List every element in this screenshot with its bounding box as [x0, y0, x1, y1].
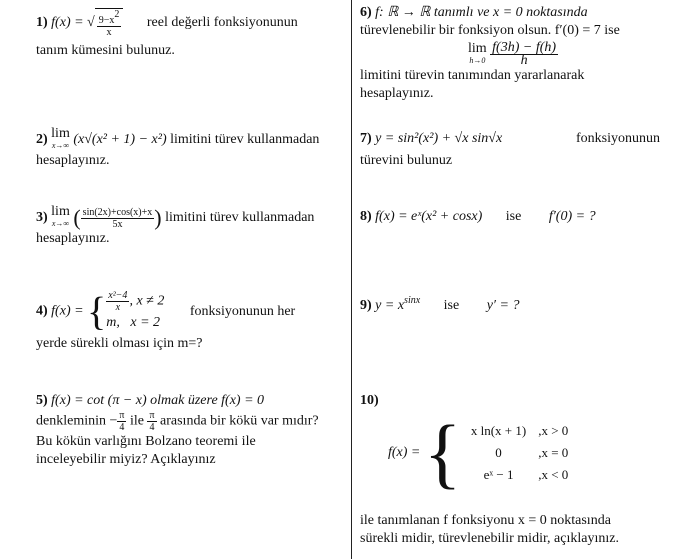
q4-case2-val: m,: [106, 315, 120, 330]
lim-under: h→0: [469, 55, 486, 65]
q6-fraction: [490, 42, 558, 67]
q5-line1: f(x) = cot (π − x) olmak üzere f(x) = 0: [51, 393, 265, 408]
q4-cases: [106, 290, 164, 333]
q1-text-a: reel değerli fonksiyonunun: [146, 15, 298, 31]
q6-line4: hesaplayınız.: [360, 86, 434, 101]
q5-line2-c: arasında bir kökü var mıdır?: [156, 413, 319, 429]
question-number: 6): [360, 5, 372, 20]
q5-line3: Bu kökün varlığını Bolzano teoremi ile: [36, 434, 256, 449]
question-9: [360, 292, 696, 315]
q10-line1: ile tanımlanan f fonksiyonu x = 0 noktasında: [360, 513, 611, 528]
question-10: [360, 392, 696, 548]
q4-text-a: fonksiyonunun her: [189, 303, 296, 319]
q2-text-a: limitini türev kullanmadan: [170, 132, 320, 148]
sqrt-symbol: √: [87, 15, 95, 31]
q5-four: 4: [149, 422, 155, 433]
lim-operator: [51, 128, 70, 152]
q7-expr: y = sin²(x²) + √x sin√x: [375, 131, 503, 146]
q10-cases: [465, 420, 574, 486]
q1-text-b: tanım kümesini bulunuz.: [36, 43, 175, 58]
q10-lhs: f(x) =: [388, 445, 421, 460]
question-3: [36, 206, 348, 248]
q1-root-num-exp: 2: [114, 9, 120, 20]
case-row: [465, 420, 574, 442]
question-4: [36, 290, 348, 353]
q9-expr: [375, 295, 421, 313]
question-number: 1): [36, 15, 48, 31]
question-number: 8): [360, 209, 372, 224]
q3-fraction: [81, 207, 155, 230]
q8-ise: ise: [505, 209, 522, 224]
q5-line2-a: denkleminin −: [36, 413, 118, 429]
lim-word: lim: [51, 204, 70, 219]
q3-frac-num: sin(2x)+cos(x)+x: [82, 206, 153, 218]
lim-under: x→∞: [51, 219, 70, 228]
q4-text-b: yerde sürekli olması için m=?: [36, 336, 203, 351]
question-number: 4): [36, 303, 48, 319]
q1-lhs: f(x) =: [51, 15, 84, 31]
q6-frac-den: h: [520, 53, 528, 68]
case-row: [465, 464, 574, 486]
q4-case1-frac: [106, 290, 129, 313]
left-brace: {: [87, 288, 107, 334]
case-condition: ,x > 0: [538, 423, 569, 438]
question-number: 7): [360, 131, 372, 146]
q5-pi: π: [119, 410, 125, 421]
q4-case1-num: x²−4: [108, 290, 128, 301]
right-paren: ): [154, 205, 162, 230]
q5-line2: [36, 410, 348, 433]
q1-root-fraction: [95, 8, 124, 38]
case-value: eˣ − 1: [483, 467, 514, 482]
q9-exponent: sinx: [404, 295, 421, 306]
q6-frac-num: f(3h) − f(h): [492, 40, 557, 55]
q5-line4: inceleyebilir miyiz? Açıklayınız: [36, 452, 216, 467]
q3-text-b: hesaplayınız.: [36, 231, 110, 246]
q8-ask: f′(0) = ?: [548, 209, 596, 224]
q1-root-num: 9−x: [98, 15, 115, 26]
q7-text-a: fonksiyonunun: [576, 131, 660, 146]
q10-line2: sürekli midir, türevlenebilir midir, açıklayınız.: [360, 531, 619, 546]
case-value: 0: [495, 445, 502, 460]
left-paren: (: [73, 205, 81, 230]
q7-text-b: türevini bulunuz: [360, 153, 453, 168]
question-number: 10): [360, 393, 379, 408]
q4-case1-den: x: [115, 302, 121, 313]
q5-four: 4: [119, 422, 125, 433]
q3-text-a: limitini türev kullanmadan: [165, 210, 315, 226]
case-condition: ,x = 0: [538, 445, 569, 460]
question-5: [36, 392, 348, 469]
q5-frac-pos: [147, 410, 156, 433]
q6-line3: limitini türevin tanımından yararlanarak: [360, 68, 585, 83]
lim-operator: [468, 40, 487, 67]
column-divider: [351, 0, 352, 559]
q9-ask: y′ = ?: [486, 298, 520, 313]
q5-line2-b: ile: [126, 413, 148, 429]
question-6: [360, 4, 696, 103]
q4-case2-cond: x = 2: [130, 315, 161, 330]
q8-expr: f(x) = eˣ(x² + cosx): [375, 209, 483, 224]
question-number: 9): [360, 298, 372, 313]
question-1: [36, 8, 348, 60]
q1-root-den: x: [106, 27, 112, 38]
lim-under: x→∞: [51, 141, 70, 150]
q6-line2: türevlenebilir bir fonksiyon olsun. f′(0) = 7 ise: [360, 23, 620, 38]
question-number: 3): [36, 210, 48, 226]
q3-frac-den: 5x: [112, 218, 123, 230]
lim-word: lim: [51, 126, 70, 141]
case-value: x ln(x + 1): [470, 423, 527, 438]
question-2: [36, 128, 348, 170]
left-brace: {: [423, 409, 462, 496]
q2-text-b: hesaplayınız.: [36, 153, 110, 168]
lim-operator: [51, 206, 70, 230]
case-row: [465, 442, 574, 464]
question-8: [360, 208, 696, 226]
lim-word: lim: [468, 40, 487, 56]
q6-limit: [468, 42, 696, 67]
question-7: [360, 130, 696, 170]
q6-line1: f: ℝ → ℝ tanımlı ve x = 0 noktasında: [375, 5, 588, 20]
question-number: 2): [36, 132, 48, 148]
case-condition: ,x < 0: [538, 467, 569, 482]
q2-expr: (x√(x² + 1) − x²): [73, 132, 167, 148]
question-number: 5): [36, 393, 48, 408]
q10-piecewise: [388, 409, 696, 500]
q9-base: y = x: [375, 298, 405, 313]
q4-lhs: f(x) =: [51, 303, 84, 319]
q9-ise: ise: [443, 298, 460, 313]
q4-case1-cond: , x ≠ 2: [129, 293, 165, 309]
q5-pi: π: [149, 410, 155, 421]
